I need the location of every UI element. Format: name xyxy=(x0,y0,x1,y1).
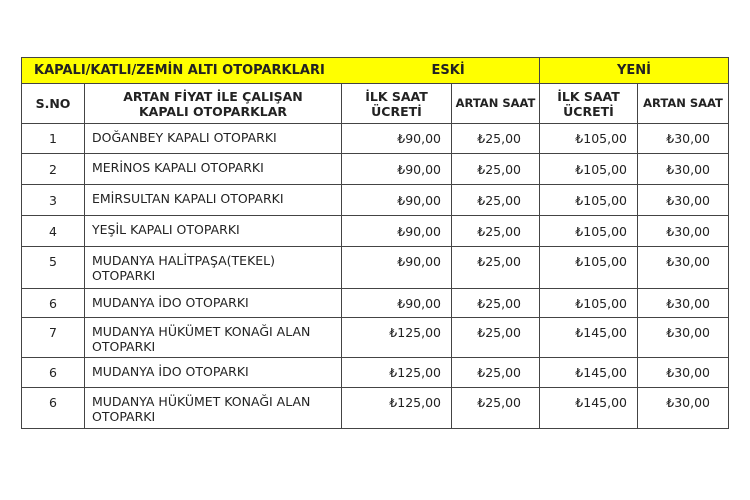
old-extra-hour-fee: ₺25,00 xyxy=(452,388,540,429)
table-row xyxy=(22,185,729,216)
new-first-hour-fee: ₺105,00 xyxy=(540,124,638,154)
old-first-hour-fee: ₺90,00 xyxy=(342,289,452,318)
old-extra-hour-fee: ₺25,00 xyxy=(452,289,540,318)
old-first-hour-fee: ₺90,00 xyxy=(342,247,452,289)
header-new-first-hour: İLK SAAT ÜCRETİ xyxy=(540,84,638,124)
parking-fee-table xyxy=(21,57,729,429)
parking-name: DOĞANBEY KAPALI OTOPARKI xyxy=(85,124,342,154)
new-extra-hour-fee: ₺30,00 xyxy=(638,318,729,358)
column-header-row xyxy=(22,84,729,124)
old-first-hour-fee: ₺125,00 xyxy=(342,318,452,358)
header-old-extra-hour: ARTAN SAAT xyxy=(452,84,540,124)
row-number: 2 xyxy=(22,154,85,185)
new-first-hour-fee: ₺105,00 xyxy=(540,216,638,247)
table-row xyxy=(22,154,729,185)
row-number: 6 xyxy=(22,388,85,429)
old-first-hour-fee: ₺90,00 xyxy=(342,216,452,247)
new-first-hour-fee: ₺145,00 xyxy=(540,318,638,358)
new-extra-hour-fee: ₺30,00 xyxy=(638,247,729,289)
group-old-header: ESKİ xyxy=(342,58,540,84)
old-first-hour-fee: ₺90,00 xyxy=(342,124,452,154)
old-extra-hour-fee: ₺25,00 xyxy=(452,358,540,388)
new-extra-hour-fee: ₺30,00 xyxy=(638,216,729,247)
old-extra-hour-fee: ₺25,00 xyxy=(452,154,540,185)
group-header-row xyxy=(22,58,729,84)
new-first-hour-fee: ₺105,00 xyxy=(540,185,638,216)
old-extra-hour-fee: ₺25,00 xyxy=(452,124,540,154)
old-extra-hour-fee: ₺25,00 xyxy=(452,318,540,358)
old-first-hour-fee: ₺90,00 xyxy=(342,185,452,216)
row-number: 6 xyxy=(22,358,85,388)
table-row xyxy=(22,318,729,358)
row-number: 7 xyxy=(22,318,85,358)
old-first-hour-fee: ₺90,00 xyxy=(342,154,452,185)
table-row xyxy=(22,216,729,247)
table-row xyxy=(22,358,729,388)
parking-name: MUDANYA HALİTPAŞA(TEKEL) OTOPARKI xyxy=(85,247,342,289)
parking-name: MUDANYA İDO OTOPARKI xyxy=(85,289,342,318)
new-first-hour-fee: ₺105,00 xyxy=(540,289,638,318)
new-extra-hour-fee: ₺30,00 xyxy=(638,154,729,185)
header-sno: S.NO xyxy=(22,84,85,124)
table-row xyxy=(22,247,729,289)
old-first-hour-fee: ₺125,00 xyxy=(342,388,452,429)
new-first-hour-fee: ₺105,00 xyxy=(540,154,638,185)
parking-name: EMİRSULTAN KAPALI OTOPARKI xyxy=(85,185,342,216)
old-extra-hour-fee: ₺25,00 xyxy=(452,185,540,216)
table-row xyxy=(22,124,729,154)
parking-name: MUDANYA İDO OTOPARKI xyxy=(85,358,342,388)
new-first-hour-fee: ₺145,00 xyxy=(540,388,638,429)
header-new-extra-hour: ARTAN SAAT xyxy=(638,84,729,124)
old-extra-hour-fee: ₺25,00 xyxy=(452,216,540,247)
table-row xyxy=(22,388,729,429)
old-first-hour-fee: ₺125,00 xyxy=(342,358,452,388)
row-number: 5 xyxy=(22,247,85,289)
group-new-header: YENİ xyxy=(540,58,729,84)
new-extra-hour-fee: ₺30,00 xyxy=(638,388,729,429)
row-number: 3 xyxy=(22,185,85,216)
new-extra-hour-fee: ₺30,00 xyxy=(638,289,729,318)
parking-name: YEŞİL KAPALI OTOPARKI xyxy=(85,216,342,247)
parking-name: MUDANYA HÜKÜMET KONAĞI ALAN OTOPARKI xyxy=(85,318,342,358)
new-first-hour-fee: ₺105,00 xyxy=(540,247,638,289)
parking-name: MUDANYA HÜKÜMET KONAĞI ALAN OTOPARKI xyxy=(85,388,342,429)
table-title: KAPALI/KATLI/ZEMİN ALTI OTOPARKLARI xyxy=(22,58,342,84)
new-extra-hour-fee: ₺30,00 xyxy=(638,358,729,388)
row-number: 4 xyxy=(22,216,85,247)
parking-name: MERİNOS KAPALI OTOPARKI xyxy=(85,154,342,185)
row-number: 1 xyxy=(22,124,85,154)
header-old-first-hour: İLK SAAT ÜCRETİ xyxy=(342,84,452,124)
row-number: 6 xyxy=(22,289,85,318)
header-name: ARTAN FİYAT İLE ÇALIŞAN KAPALI OTOPARKLAR xyxy=(85,84,342,124)
new-extra-hour-fee: ₺30,00 xyxy=(638,124,729,154)
new-first-hour-fee: ₺145,00 xyxy=(540,358,638,388)
table-row xyxy=(22,289,729,318)
old-extra-hour-fee: ₺25,00 xyxy=(452,247,540,289)
new-extra-hour-fee: ₺30,00 xyxy=(638,185,729,216)
